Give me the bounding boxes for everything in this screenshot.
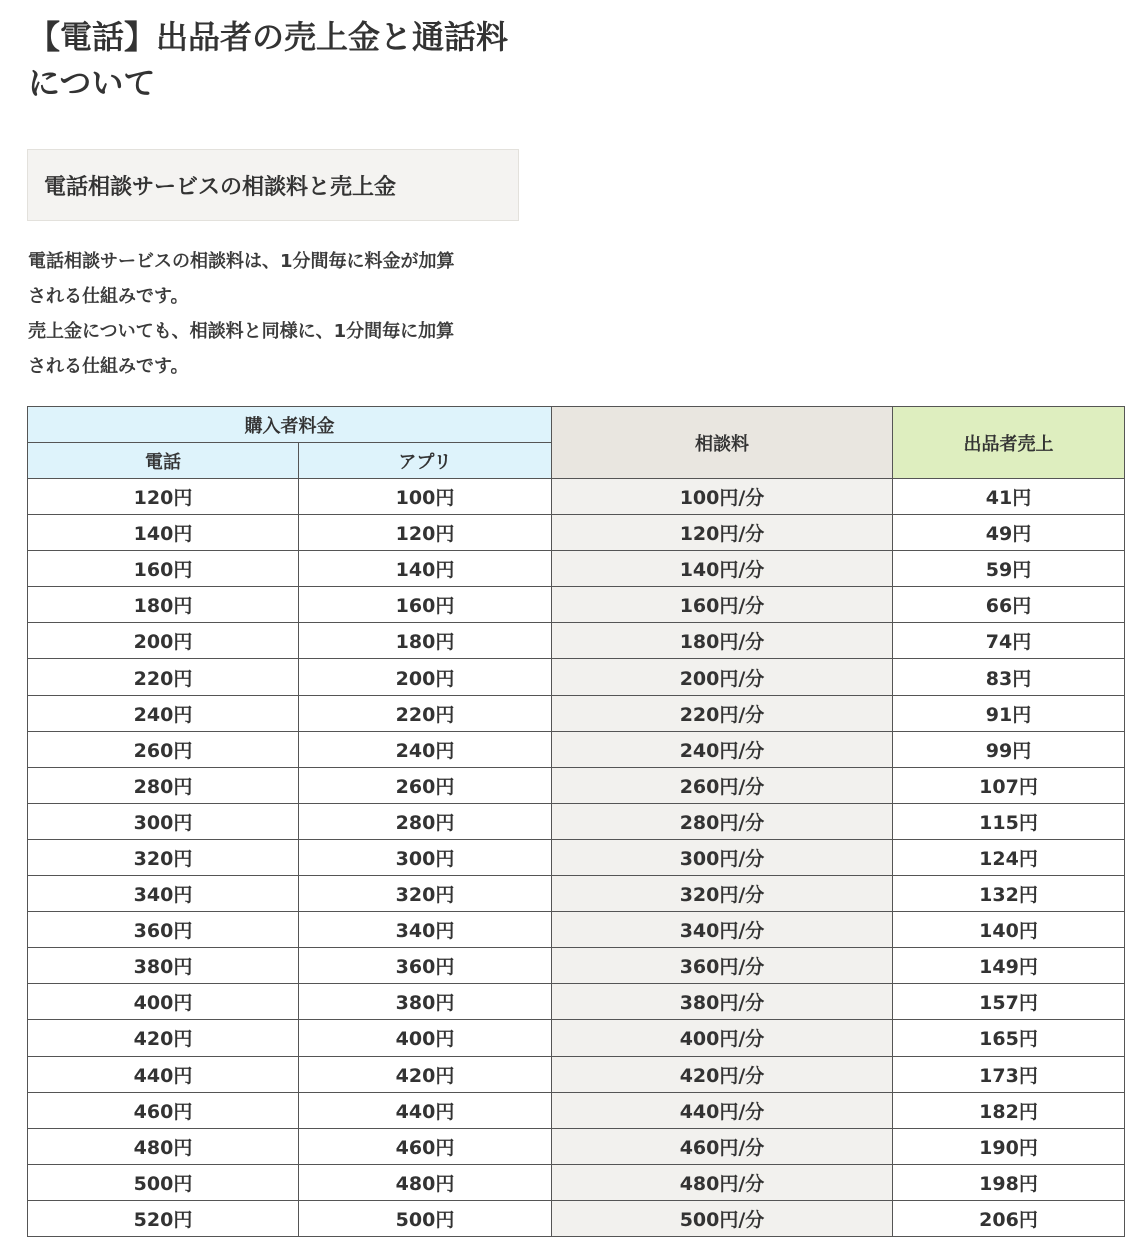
table-row [28, 1164, 1125, 1200]
header-consultation-fee: 相談料 [552, 407, 893, 479]
table-row [28, 587, 1125, 623]
table-row [28, 1200, 1125, 1236]
cell-phone-price: 120円 [28, 479, 299, 515]
cell-seller-revenue: 124円 [893, 839, 1125, 875]
cell-app-price: 100円 [299, 479, 552, 515]
table-row [28, 948, 1125, 984]
header-app: アプリ [299, 443, 552, 479]
cell-consultation-fee: 380円/分 [552, 984, 893, 1020]
header-seller-revenue: 出品者売上 [893, 407, 1125, 479]
header-buyer-fee: 購入者料金 [28, 407, 552, 443]
cell-consultation-fee: 120円/分 [552, 515, 893, 551]
cell-app-price: 360円 [299, 948, 552, 984]
cell-app-price: 300円 [299, 839, 552, 875]
cell-app-price: 500円 [299, 1200, 552, 1236]
cell-app-price: 460円 [299, 1128, 552, 1164]
table-row [28, 912, 1125, 948]
cell-phone-price: 200円 [28, 623, 299, 659]
table-header-row [28, 407, 1125, 443]
description-paragraph [28, 244, 518, 384]
cell-app-price: 440円 [299, 1092, 552, 1128]
table-row [28, 839, 1125, 875]
cell-seller-revenue: 91円 [893, 695, 1125, 731]
table-row [28, 515, 1125, 551]
table-row [28, 1092, 1125, 1128]
cell-seller-revenue: 206円 [893, 1200, 1125, 1236]
cell-seller-revenue: 198円 [893, 1164, 1125, 1200]
cell-seller-revenue: 140円 [893, 912, 1125, 948]
table-row [28, 1056, 1125, 1092]
table-row [28, 479, 1125, 515]
cell-phone-price: 480円 [28, 1128, 299, 1164]
page-title: 【電話】出品者の売上金と通話料について [28, 18, 509, 102]
cell-phone-price: 420円 [28, 1020, 299, 1056]
cell-seller-revenue: 149円 [893, 948, 1125, 984]
table-row [28, 876, 1125, 912]
cell-consultation-fee: 460円/分 [552, 1128, 893, 1164]
cell-consultation-fee: 280円/分 [552, 803, 893, 839]
cell-consultation-fee: 340円/分 [552, 912, 893, 948]
cell-app-price: 420円 [299, 1056, 552, 1092]
cell-seller-revenue: 99円 [893, 731, 1125, 767]
cell-consultation-fee: 300円/分 [552, 839, 893, 875]
cell-app-price: 380円 [299, 984, 552, 1020]
cell-phone-price: 260円 [28, 731, 299, 767]
cell-phone-price: 220円 [28, 659, 299, 695]
cell-consultation-fee: 400円/分 [552, 1020, 893, 1056]
table-row [28, 659, 1125, 695]
table-row [28, 551, 1125, 587]
cell-phone-price: 500円 [28, 1164, 299, 1200]
cell-consultation-fee: 360円/分 [552, 948, 893, 984]
cell-phone-price: 460円 [28, 1092, 299, 1128]
cell-seller-revenue: 74円 [893, 623, 1125, 659]
cell-phone-price: 140円 [28, 515, 299, 551]
cell-phone-price: 440円 [28, 1056, 299, 1092]
table-body [28, 479, 1125, 1237]
cell-seller-revenue: 132円 [893, 876, 1125, 912]
table-row [28, 731, 1125, 767]
cell-seller-revenue: 66円 [893, 587, 1125, 623]
cell-app-price: 320円 [299, 876, 552, 912]
cell-phone-price: 360円 [28, 912, 299, 948]
table-row [28, 984, 1125, 1020]
cell-seller-revenue: 157円 [893, 984, 1125, 1020]
cell-phone-price: 320円 [28, 839, 299, 875]
cell-app-price: 200円 [299, 659, 552, 695]
cell-consultation-fee: 200円/分 [552, 659, 893, 695]
cell-app-price: 260円 [299, 767, 552, 803]
cell-app-price: 220円 [299, 695, 552, 731]
cell-phone-price: 180円 [28, 587, 299, 623]
cell-consultation-fee: 480円/分 [552, 1164, 893, 1200]
description-line: 売上金についても、相談料と同様に、1分間毎に加算 [28, 321, 455, 342]
cell-phone-price: 520円 [28, 1200, 299, 1236]
cell-seller-revenue: 115円 [893, 803, 1125, 839]
table-row [28, 695, 1125, 731]
cell-app-price: 120円 [299, 515, 552, 551]
table-row [28, 767, 1125, 803]
cell-seller-revenue: 173円 [893, 1056, 1125, 1092]
fee-table [27, 406, 1125, 1237]
cell-app-price: 180円 [299, 623, 552, 659]
cell-app-price: 240円 [299, 731, 552, 767]
cell-app-price: 160円 [299, 587, 552, 623]
cell-phone-price: 240円 [28, 695, 299, 731]
cell-phone-price: 380円 [28, 948, 299, 984]
cell-phone-price: 340円 [28, 876, 299, 912]
cell-app-price: 400円 [299, 1020, 552, 1056]
cell-consultation-fee: 220円/分 [552, 695, 893, 731]
cell-seller-revenue: 49円 [893, 515, 1125, 551]
cell-consultation-fee: 500円/分 [552, 1200, 893, 1236]
cell-app-price: 280円 [299, 803, 552, 839]
cell-consultation-fee: 140円/分 [552, 551, 893, 587]
table-row [28, 623, 1125, 659]
description-line: 電話相談サービスの相談料は、1分間毎に料金が加算 [28, 251, 455, 272]
header-phone: 電話 [28, 443, 299, 479]
description-line: される仕組みです。 [28, 286, 189, 307]
cell-consultation-fee: 180円/分 [552, 623, 893, 659]
table-row [28, 803, 1125, 839]
cell-seller-revenue: 182円 [893, 1092, 1125, 1128]
cell-consultation-fee: 440円/分 [552, 1092, 893, 1128]
cell-phone-price: 400円 [28, 984, 299, 1020]
cell-seller-revenue: 83円 [893, 659, 1125, 695]
cell-app-price: 140円 [299, 551, 552, 587]
cell-phone-price: 280円 [28, 767, 299, 803]
cell-consultation-fee: 320円/分 [552, 876, 893, 912]
cell-seller-revenue: 190円 [893, 1128, 1125, 1164]
cell-phone-price: 160円 [28, 551, 299, 587]
description-line: される仕組みです。 [28, 356, 189, 377]
cell-phone-price: 300円 [28, 803, 299, 839]
cell-seller-revenue: 165円 [893, 1020, 1125, 1056]
cell-seller-revenue: 41円 [893, 479, 1125, 515]
cell-app-price: 480円 [299, 1164, 552, 1200]
section-heading: 電話相談サービスの相談料と売上金 [27, 149, 519, 221]
cell-app-price: 340円 [299, 912, 552, 948]
cell-consultation-fee: 260円/分 [552, 767, 893, 803]
table-row [28, 1020, 1125, 1056]
cell-consultation-fee: 240円/分 [552, 731, 893, 767]
table-row [28, 1128, 1125, 1164]
cell-seller-revenue: 59円 [893, 551, 1125, 587]
cell-consultation-fee: 420円/分 [552, 1056, 893, 1092]
cell-consultation-fee: 160円/分 [552, 587, 893, 623]
cell-seller-revenue: 107円 [893, 767, 1125, 803]
cell-consultation-fee: 100円/分 [552, 479, 893, 515]
